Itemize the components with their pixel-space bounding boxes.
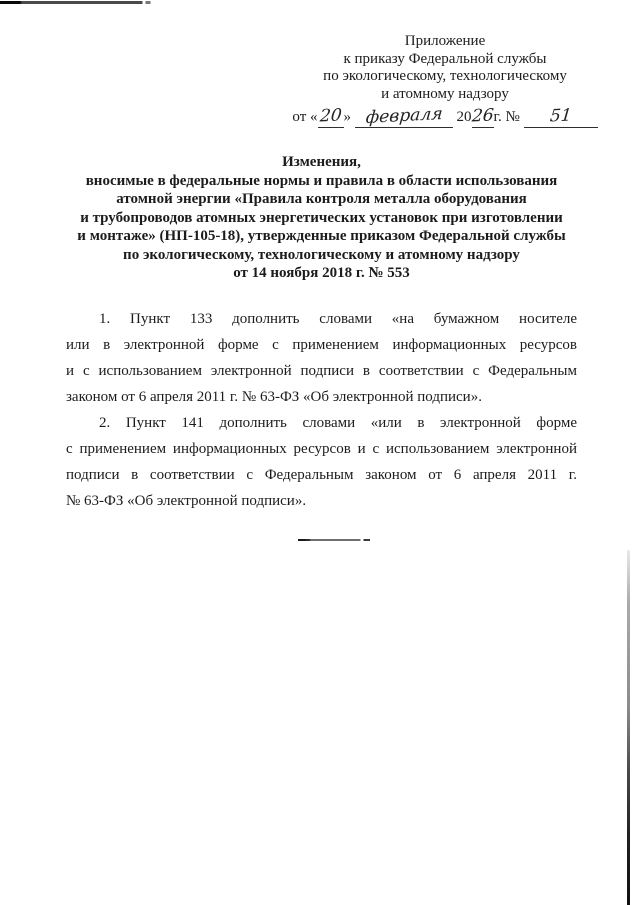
title-line: от 14 ноября 2018 г. № 553 (233, 265, 410, 281)
title-line: по экологическому, технологическому и атомному надзору (123, 246, 520, 263)
paragraph-1-line: или в электронной форме с применением информационных ресурсов (66, 336, 577, 353)
header-line-appendix: Приложение (404, 33, 486, 49)
title-line: вносимые в федеральные нормы и правила в области использования (85, 172, 558, 189)
handwritten-number: 51 (524, 107, 598, 128)
paragraph-1-line: и с использованием электронной подписи в соответствии с Федеральным (66, 362, 577, 379)
header-line-service: по экологическому, технологическому (323, 68, 567, 84)
paragraph-1-line: законом от 6 апреля 2011 г. № 63-ФЗ «Об электронной подписи». (66, 388, 482, 405)
paragraph-2-line: подписи в соответствии с Федеральным законом от 6 апреля 2011 г. (66, 466, 577, 483)
paragraph-1-line: 1. Пункт 133 дополнить словами «на бумажном носителе (99, 310, 577, 327)
handwritten-year: 26 (470, 105, 495, 127)
scan-artifact-right-edge (627, 550, 630, 905)
handwritten-day: 20 (318, 105, 343, 127)
paragraph-2-line: с применением информационных ресурсов и с использованием электронной (66, 440, 577, 457)
open-quote: « (310, 109, 318, 125)
close-quote: » (343, 109, 352, 125)
header-line-order: к приказу Федеральной службы (343, 50, 547, 67)
paragraph-2-line: № 63-ФЗ «Об электронной подписи». (66, 492, 307, 509)
number-sign: № (505, 109, 520, 125)
title-line: атомной энергии «Правила контроля металла оборудования (116, 191, 527, 207)
year-prefix: 20 (456, 109, 472, 125)
scan-artifact-top-edge (0, 1, 152, 4)
header-date-line (284, 104, 606, 134)
title-line: и трубопроводов атомных энергетических установок при изготовлении (80, 209, 563, 226)
document-title (66, 153, 577, 283)
date-prefix: от (292, 109, 307, 125)
year-suffix: г. (493, 109, 502, 125)
handwritten-month: февраля (355, 107, 453, 128)
header-line-supervision: и атомному надзору (381, 85, 509, 102)
title-line: и монтаже» (НП-105-18), утвержденные приказом Федеральной службы (77, 228, 566, 244)
document-body (66, 306, 577, 514)
appendix-header (284, 33, 606, 134)
title-line: Изменения, (282, 154, 361, 170)
end-of-text-rule (298, 539, 370, 541)
paragraph-2-line: 2. Пункт 141 дополнить словами «или в электронной форме (99, 414, 577, 431)
